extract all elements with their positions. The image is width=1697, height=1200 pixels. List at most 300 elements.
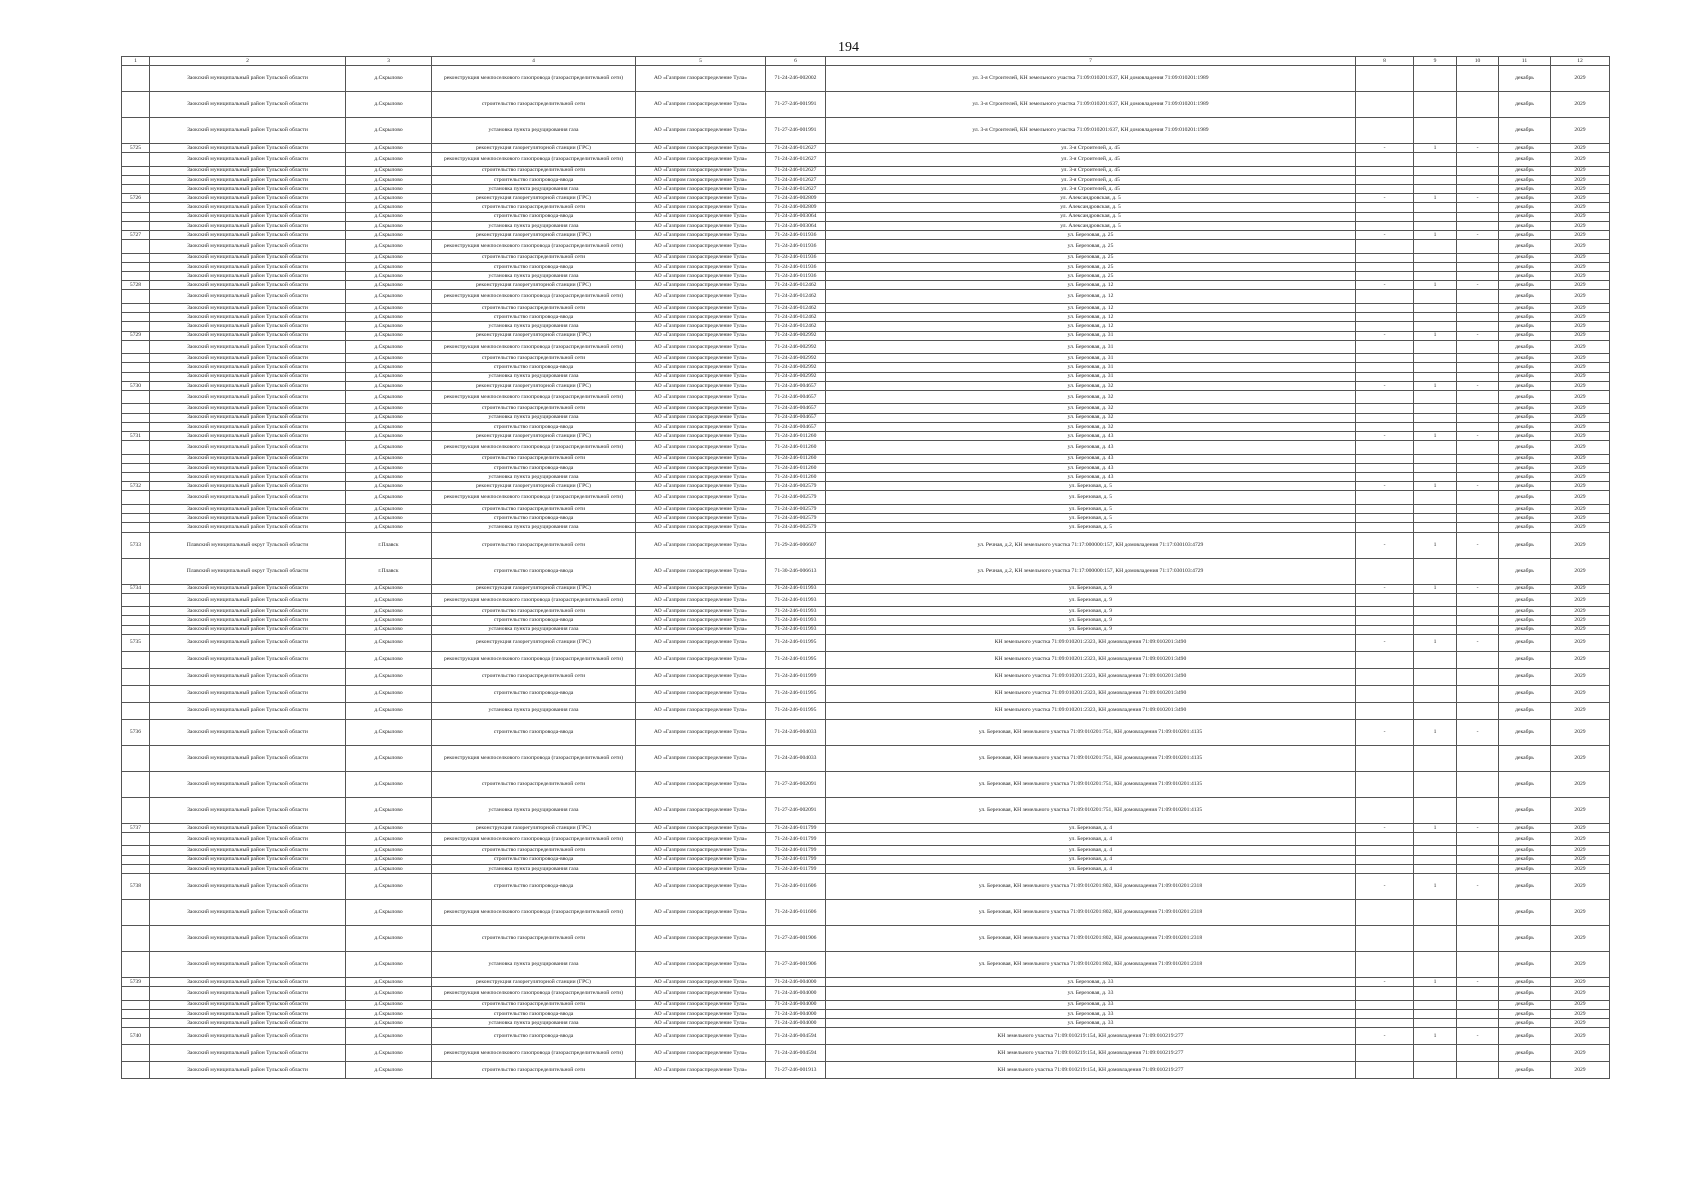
table-row	[122, 194, 1610, 203]
year-cell: 2029	[1551, 1000, 1610, 1009]
col9-cell	[1414, 491, 1457, 505]
col8-cell	[1356, 463, 1414, 472]
code-cell: 71-27-246-001991	[766, 92, 826, 118]
col8-cell	[1356, 1045, 1414, 1062]
row-number	[122, 175, 150, 184]
year-cell: 2029	[1551, 66, 1610, 92]
work-type-cell: строительство газопровода-ввода	[432, 685, 636, 702]
month-cell: декабрь	[1499, 203, 1551, 212]
district-cell: Заокский муниципальный район Тульской области	[150, 422, 346, 431]
row-number: 5736	[122, 719, 150, 745]
address-cell: ул. Березовая, д. 5	[826, 523, 1356, 532]
address-cell: ул. Березовая, д. 25	[826, 272, 1356, 281]
col8-cell	[1356, 422, 1414, 431]
month-cell: декабрь	[1499, 482, 1551, 491]
col8-cell	[1356, 523, 1414, 532]
settlement-cell: д.Скрылово	[346, 832, 432, 846]
address-cell: ул. Березовая, д. 25	[826, 240, 1356, 254]
code-cell: 71-24-246-011799	[766, 832, 826, 846]
settlement-cell: д.Скрылово	[346, 390, 432, 404]
organization-cell: АО «Газпром газораспределение Тула»	[636, 231, 766, 240]
district-cell: Заокский муниципальный район Тульской области	[150, 390, 346, 404]
district-cell: Заокский муниципальный район Тульской области	[150, 372, 346, 381]
code-cell: 71-24-246-004000	[766, 1000, 826, 1009]
organization-cell: АО «Газпром газораспределение Тула»	[636, 771, 766, 797]
col10-cell: -	[1457, 532, 1499, 558]
district-cell: Заокский муниципальный район Тульской области	[150, 331, 346, 340]
address-cell: ул. Березовая, КН земельного участка 71:09:010201:802, КН домовладения 71:09:010201:2318	[826, 874, 1356, 900]
organization-cell: АО «Газпром газораспределение Тула»	[636, 584, 766, 593]
year-cell: 2029	[1551, 354, 1610, 363]
work-type-cell: реконструкция межпоселкового газопровода (газораспределительной сети)	[432, 390, 636, 404]
district-cell: Заокский муниципальный район Тульской области	[150, 1009, 346, 1018]
year-cell: 2029	[1551, 504, 1610, 513]
settlement-cell: д.Скрылово	[346, 281, 432, 290]
district-cell: Заокский муниципальный район Тульской области	[150, 413, 346, 422]
work-type-cell: установка пункта редуцирования газа	[432, 952, 636, 978]
address-cell: ул. Березовая, д. 12	[826, 290, 1356, 304]
address-cell: ул. Березовая, д. 33	[826, 1000, 1356, 1009]
col8-cell	[1356, 952, 1414, 978]
col8-cell	[1356, 855, 1414, 864]
settlement-cell: д.Скрылово	[346, 404, 432, 413]
code-cell: 71-24-246-003064	[766, 221, 826, 230]
row-number	[122, 1000, 150, 1009]
month-cell: декабрь	[1499, 685, 1551, 702]
year-cell: 2029	[1551, 262, 1610, 271]
work-type-cell: установка пункта редуцирования газа	[432, 118, 636, 144]
year-cell: 2029	[1551, 203, 1610, 212]
month-cell: декабрь	[1499, 987, 1551, 1001]
row-number	[122, 514, 150, 523]
address-cell: ул. Березовая, д. 4	[826, 855, 1356, 864]
col9-cell	[1414, 855, 1457, 864]
col8-cell	[1356, 185, 1414, 194]
table-row	[122, 1062, 1610, 1079]
work-type-cell: реконструкция газорегуляторной станции (ГРС)	[432, 432, 636, 441]
year-cell: 2029	[1551, 185, 1610, 194]
settlement-cell: д.Скрылово	[346, 593, 432, 607]
settlement-cell: д.Скрылово	[346, 864, 432, 873]
col9-cell	[1414, 607, 1457, 616]
code-cell: 71-24-246-002579	[766, 523, 826, 532]
col10-cell	[1457, 593, 1499, 607]
table-row	[122, 303, 1610, 312]
row-number: 5727	[122, 231, 150, 240]
address-cell: ул. Березовая, д. 25	[826, 253, 1356, 262]
year-cell: 2029	[1551, 144, 1610, 153]
month-cell: декабрь	[1499, 1009, 1551, 1018]
year-cell: 2029	[1551, 413, 1610, 422]
code-cell: 71-24-246-012462	[766, 322, 826, 331]
year-cell: 2029	[1551, 832, 1610, 846]
year-cell: 2029	[1551, 221, 1610, 230]
settlement-cell: д.Скрылово	[346, 212, 432, 221]
row-number: 5734	[122, 584, 150, 593]
table-row	[122, 685, 1610, 702]
col8-cell	[1356, 212, 1414, 221]
organization-cell: АО «Газпром газораспределение Тула»	[636, 491, 766, 505]
work-type-cell: установка пункта редуцирования газа	[432, 322, 636, 331]
district-cell: Заокский муниципальный район Тульской области	[150, 194, 346, 203]
year-cell: 2029	[1551, 900, 1610, 926]
organization-cell: АО «Газпром газораспределение Тула»	[636, 413, 766, 422]
year-cell: 2029	[1551, 874, 1610, 900]
col8-cell: -	[1356, 144, 1414, 153]
col10-cell: -	[1457, 194, 1499, 203]
row-number	[122, 625, 150, 634]
col8-cell	[1356, 651, 1414, 668]
district-cell: Заокский муниципальный район Тульской области	[150, 454, 346, 463]
projects-sheet	[121, 56, 1609, 1079]
work-type-cell: строительство газораспределительной сети	[432, 253, 636, 262]
code-cell: 71-24-246-011993	[766, 593, 826, 607]
col8-cell	[1356, 745, 1414, 771]
column-number-row	[122, 57, 1610, 66]
organization-cell: АО «Газпром газораспределение Тула»	[636, 685, 766, 702]
col-header: 12	[1551, 57, 1610, 66]
month-cell: декабрь	[1499, 66, 1551, 92]
table-row	[122, 926, 1610, 952]
col9-cell	[1414, 1009, 1457, 1018]
col8-cell	[1356, 864, 1414, 873]
code-cell: 71-24-246-004594	[766, 1045, 826, 1062]
address-cell: ул. Березовая, д. 32	[826, 413, 1356, 422]
district-cell: Заокский муниципальный район Тульской области	[150, 463, 346, 472]
col8-cell	[1356, 558, 1414, 584]
col10-cell	[1457, 272, 1499, 281]
district-cell: Заокский муниципальный район Тульской области	[150, 354, 346, 363]
district-cell: Плавский муниципальный округ Тульской области	[150, 558, 346, 584]
table-row	[122, 745, 1610, 771]
year-cell: 2029	[1551, 381, 1610, 390]
gasification-table	[121, 56, 1610, 1079]
work-type-cell: установка пункта редуцирования газа	[432, 272, 636, 281]
work-type-cell: строительство газораспределительной сети	[432, 504, 636, 513]
organization-cell: АО «Газпром газораспределение Тула»	[636, 651, 766, 668]
settlement-cell: д.Скрылово	[346, 491, 432, 505]
organization-cell: АО «Газпром газораспределение Тула»	[636, 153, 766, 167]
settlement-cell: д.Скрылово	[346, 262, 432, 271]
district-cell: Заокский муниципальный район Тульской области	[150, 523, 346, 532]
code-cell: 71-27-246-001906	[766, 952, 826, 978]
col10-cell: -	[1457, 823, 1499, 832]
col10-cell	[1457, 625, 1499, 634]
col9-cell	[1414, 745, 1457, 771]
year-cell: 2029	[1551, 194, 1610, 203]
col10-cell	[1457, 702, 1499, 719]
col9-cell	[1414, 354, 1457, 363]
settlement-cell: д.Скрылово	[346, 441, 432, 455]
year-cell: 2029	[1551, 331, 1610, 340]
col8-cell	[1356, 118, 1414, 144]
table-row	[122, 404, 1610, 413]
settlement-cell: д.Скрылово	[346, 354, 432, 363]
col-header: 4	[432, 57, 636, 66]
work-type-cell: реконструкция газорегуляторной станции (ГРС)	[432, 231, 636, 240]
col9-cell: 1	[1414, 482, 1457, 491]
work-type-cell: реконструкция межпоселкового газопровода (газораспределительной сети)	[432, 66, 636, 92]
col9-cell: 1	[1414, 432, 1457, 441]
col10-cell: -	[1457, 482, 1499, 491]
col9-cell	[1414, 952, 1457, 978]
work-type-cell: установка пункта редуцирования газа	[432, 797, 636, 823]
col-header: 7	[826, 57, 1356, 66]
settlement-cell: д.Скрылово	[346, 303, 432, 312]
col9-cell	[1414, 203, 1457, 212]
year-cell: 2029	[1551, 454, 1610, 463]
row-number	[122, 926, 150, 952]
district-cell: Заокский муниципальный район Тульской области	[150, 685, 346, 702]
organization-cell: АО «Газпром газораспределение Тула»	[636, 832, 766, 846]
year-cell: 2029	[1551, 855, 1610, 864]
month-cell: декабрь	[1499, 463, 1551, 472]
address-cell: ул. Березовая, д. 9	[826, 607, 1356, 616]
col-header: 5	[636, 57, 766, 66]
organization-cell: АО «Газпром газораспределение Тула»	[636, 978, 766, 987]
col9-cell	[1414, 926, 1457, 952]
year-cell: 2029	[1551, 532, 1610, 558]
table-row	[122, 290, 1610, 304]
table-row	[122, 584, 1610, 593]
month-cell: декабрь	[1499, 240, 1551, 254]
row-number	[122, 491, 150, 505]
col8-cell	[1356, 253, 1414, 262]
col10-cell	[1457, 203, 1499, 212]
settlement-cell: д.Скрылово	[346, 454, 432, 463]
address-cell: ул. Александровская, д. 5	[826, 212, 1356, 221]
row-number	[122, 354, 150, 363]
month-cell: декабрь	[1499, 926, 1551, 952]
col10-cell: -	[1457, 381, 1499, 390]
col8-cell: -	[1356, 874, 1414, 900]
year-cell: 2029	[1551, 1028, 1610, 1045]
settlement-cell: д.Скрылово	[346, 719, 432, 745]
col8-cell	[1356, 340, 1414, 354]
row-number: 5725	[122, 144, 150, 153]
page-number: 194	[838, 40, 859, 55]
row-number	[122, 607, 150, 616]
organization-cell: АО «Газпром газораспределение Тула»	[636, 558, 766, 584]
row-number	[122, 900, 150, 926]
code-cell: 71-24-246-011936	[766, 272, 826, 281]
code-cell: 71-24-246-012462	[766, 313, 826, 322]
month-cell: декабрь	[1499, 719, 1551, 745]
work-type-cell: реконструкция газорегуляторной станции (ГРС)	[432, 331, 636, 340]
table-row	[122, 262, 1610, 271]
month-cell: декабрь	[1499, 390, 1551, 404]
month-cell: декабрь	[1499, 702, 1551, 719]
address-cell: ул. Березовая, д. 32	[826, 404, 1356, 413]
month-cell: декабрь	[1499, 1045, 1551, 1062]
work-type-cell: строительство газопровода-ввода	[432, 1028, 636, 1045]
col9-cell	[1414, 212, 1457, 221]
col9-cell	[1414, 514, 1457, 523]
district-cell: Заокский муниципальный район Тульской области	[150, 651, 346, 668]
district-cell: Заокский муниципальный район Тульской области	[150, 381, 346, 390]
settlement-cell: д.Скрылово	[346, 625, 432, 634]
col8-cell: -	[1356, 482, 1414, 491]
organization-cell: АО «Газпром газораспределение Тула»	[636, 874, 766, 900]
col9-cell	[1414, 771, 1457, 797]
col9-cell	[1414, 422, 1457, 431]
row-number	[122, 166, 150, 175]
address-cell: ул. 3-я Строителей, КН земельного участка 71:09:010201:637, КН домовладения 71:09:010201:1989	[826, 118, 1356, 144]
organization-cell: АО «Газпром газораспределение Тула»	[636, 221, 766, 230]
table-row	[122, 166, 1610, 175]
district-cell: Заокский муниципальный район Тульской области	[150, 363, 346, 372]
settlement-cell: д.Скрылово	[346, 926, 432, 952]
table-row	[122, 363, 1610, 372]
col9-cell	[1414, 221, 1457, 230]
organization-cell: АО «Газпром газораспределение Тула»	[636, 322, 766, 331]
table-row	[122, 651, 1610, 668]
col9-cell	[1414, 797, 1457, 823]
code-cell: 71-24-246-004657	[766, 390, 826, 404]
district-cell: Заокский муниципальный район Тульской области	[150, 771, 346, 797]
code-cell: 71-24-246-002809	[766, 194, 826, 203]
row-number	[122, 454, 150, 463]
address-cell: ул. Березовая, д. 31	[826, 372, 1356, 381]
table-row	[122, 432, 1610, 441]
col8-cell	[1356, 491, 1414, 505]
col8-cell	[1356, 262, 1414, 271]
table-row	[122, 340, 1610, 354]
organization-cell: АО «Газпром газораспределение Тула»	[636, 1009, 766, 1018]
organization-cell: АО «Газпром газораспределение Тула»	[636, 607, 766, 616]
code-cell: 71-24-246-004033	[766, 745, 826, 771]
organization-cell: АО «Газпром газораспределение Тула»	[636, 404, 766, 413]
code-cell: 71-24-246-002992	[766, 363, 826, 372]
col10-cell: -	[1457, 231, 1499, 240]
table-row	[122, 413, 1610, 422]
month-cell: декабрь	[1499, 607, 1551, 616]
col10-cell	[1457, 926, 1499, 952]
table-row	[122, 454, 1610, 463]
col8-cell	[1356, 771, 1414, 797]
col10-cell	[1457, 855, 1499, 864]
col10-cell	[1457, 685, 1499, 702]
row-number	[122, 240, 150, 254]
organization-cell: АО «Газпром газораспределение Тула»	[636, 253, 766, 262]
district-cell: Заокский муниципальный район Тульской области	[150, 504, 346, 513]
row-number	[122, 504, 150, 513]
col9-cell	[1414, 668, 1457, 685]
table-row	[122, 607, 1610, 616]
settlement-cell: д.Скрылово	[346, 651, 432, 668]
table-row	[122, 978, 1610, 987]
col9-cell	[1414, 625, 1457, 634]
district-cell: Заокский муниципальный район Тульской области	[150, 846, 346, 855]
district-cell: Заокский муниципальный район Тульской области	[150, 175, 346, 184]
col9-cell	[1414, 651, 1457, 668]
work-type-cell: строительство газопровода-ввода	[432, 719, 636, 745]
code-cell: 71-30-246-006613	[766, 558, 826, 584]
code-cell: 71-24-246-011995	[766, 685, 826, 702]
col9-cell	[1414, 118, 1457, 144]
code-cell: 71-24-246-011260	[766, 454, 826, 463]
code-cell: 71-24-246-002579	[766, 491, 826, 505]
row-number	[122, 864, 150, 873]
col9-cell	[1414, 441, 1457, 455]
col8-cell	[1356, 473, 1414, 482]
month-cell: декабрь	[1499, 422, 1551, 431]
col9-cell	[1414, 92, 1457, 118]
organization-cell: АО «Газпром газораспределение Тула»	[636, 118, 766, 144]
organization-cell: АО «Газпром газораспределение Тула»	[636, 381, 766, 390]
code-cell: 71-24-246-002992	[766, 331, 826, 340]
col10-cell	[1457, 832, 1499, 846]
settlement-cell: д.Скрылово	[346, 92, 432, 118]
col10-cell	[1457, 616, 1499, 625]
row-number	[122, 221, 150, 230]
col10-cell	[1457, 558, 1499, 584]
month-cell: декабрь	[1499, 432, 1551, 441]
code-cell: 71-24-246-011936	[766, 253, 826, 262]
col10-cell: -	[1457, 634, 1499, 651]
year-cell: 2029	[1551, 523, 1610, 532]
month-cell: декабрь	[1499, 584, 1551, 593]
row-number	[122, 372, 150, 381]
year-cell: 2029	[1551, 514, 1610, 523]
year-cell: 2029	[1551, 771, 1610, 797]
month-cell: декабрь	[1499, 874, 1551, 900]
table-row	[122, 1009, 1610, 1018]
settlement-cell: д.Скрылово	[346, 381, 432, 390]
code-cell: 71-24-246-012627	[766, 153, 826, 167]
year-cell: 2029	[1551, 231, 1610, 240]
month-cell: декабрь	[1499, 504, 1551, 513]
organization-cell: АО «Газпром газораспределение Тула»	[636, 1019, 766, 1028]
month-cell: декабрь	[1499, 381, 1551, 390]
address-cell: КН земельного участка 71:09:010219:154, КН домовладения 71:09:010219:277	[826, 1062, 1356, 1079]
settlement-cell: д.Скрылово	[346, 1000, 432, 1009]
year-cell: 2029	[1551, 685, 1610, 702]
table-row	[122, 372, 1610, 381]
district-cell: Заокский муниципальный район Тульской области	[150, 212, 346, 221]
work-type-cell: строительство газораспределительной сети	[432, 454, 636, 463]
settlement-cell: д.Скрылово	[346, 482, 432, 491]
district-cell: Заокский муниципальный район Тульской области	[150, 719, 346, 745]
month-cell: декабрь	[1499, 593, 1551, 607]
row-number	[122, 593, 150, 607]
month-cell: декабрь	[1499, 340, 1551, 354]
organization-cell: АО «Газпром газораспределение Тула»	[636, 92, 766, 118]
year-cell: 2029	[1551, 491, 1610, 505]
address-cell: ул. Березовая, д. 32	[826, 390, 1356, 404]
col9-cell	[1414, 240, 1457, 254]
col9-cell	[1414, 66, 1457, 92]
row-number: 5733	[122, 532, 150, 558]
address-cell: ул. Березовая, д. 43	[826, 441, 1356, 455]
col10-cell	[1457, 404, 1499, 413]
year-cell: 2029	[1551, 290, 1610, 304]
year-cell: 2029	[1551, 926, 1610, 952]
organization-cell: АО «Газпром газораспределение Тула»	[636, 987, 766, 1001]
code-cell: 71-24-246-004033	[766, 719, 826, 745]
organization-cell: АО «Газпром газораспределение Тула»	[636, 864, 766, 873]
row-number	[122, 523, 150, 532]
row-number	[122, 1009, 150, 1018]
year-cell: 2029	[1551, 118, 1610, 144]
col10-cell	[1457, 313, 1499, 322]
row-number	[122, 290, 150, 304]
month-cell: декабрь	[1499, 118, 1551, 144]
col-header: 8	[1356, 57, 1414, 66]
year-cell: 2029	[1551, 634, 1610, 651]
month-cell: декабрь	[1499, 634, 1551, 651]
code-cell: 71-24-246-011936	[766, 262, 826, 271]
